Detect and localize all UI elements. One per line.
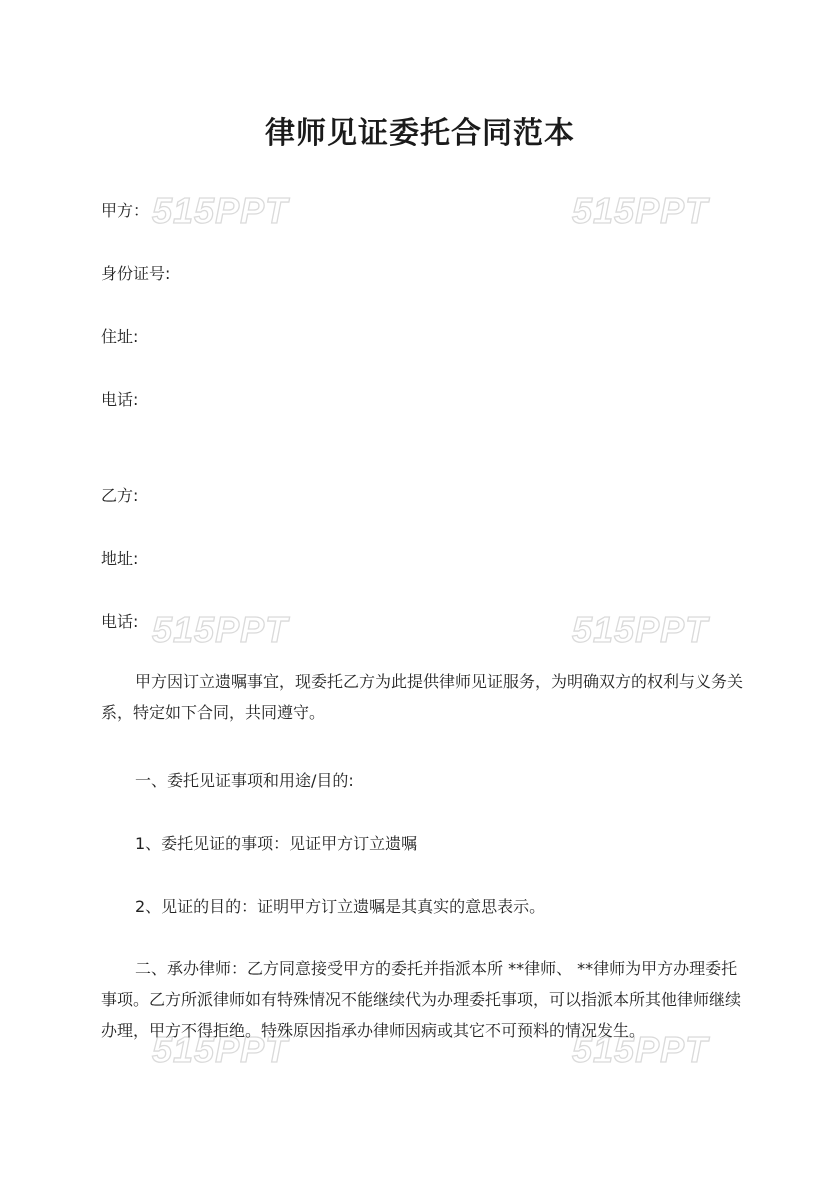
party-a-phone-label: 电话: [101, 390, 139, 409]
section1-item2: 2、见证的目的：证明甲方订立遗嘱是其真实的意思表示。 [135, 897, 546, 916]
watermark: 515PPT [152, 190, 289, 231]
watermark: 515PPT [152, 1029, 289, 1070]
intro-paragraph: 甲方因订立遗嘱事宜，现委托乙方为此提供律师见证服务，为明确双方的权利与义务关系，特定如下合同，共同遵守。 [101, 672, 744, 722]
party-b-label: 乙方: [101, 486, 139, 505]
document-title: 律师见证委托合同范本 [265, 116, 575, 151]
party-a-id-label: 身份证号: [101, 264, 171, 283]
party-b-address-label: 地址: [101, 549, 139, 568]
watermark: 515PPT [572, 1029, 709, 1070]
watermark: 515PPT [572, 190, 709, 231]
section1-item1: 1、委托见证的事项：见证甲方订立遗嘱 [135, 834, 418, 853]
watermark: 515PPT [152, 609, 289, 650]
party-b-phone-label: 电话: [101, 612, 139, 631]
section1-heading: 一、委托见证事项和用途/目的: [135, 771, 354, 790]
section2-paragraph: 二、承办律师：乙方同意接受甲方的委托并指派本所 **律师、 **律师为甲方办理委托事项。乙方所派律师如有特殊情况不能继续代为办理委托事项，可以指派本所其他律师继续办理，甲方不得拒绝。特殊原因指承办律师因病或其它不可预料的情况发生。 [101, 959, 742, 1040]
watermark: 515PPT [572, 609, 709, 650]
party-a-address-label: 住址: [101, 327, 139, 346]
party-a-label: 甲方： [101, 201, 150, 220]
